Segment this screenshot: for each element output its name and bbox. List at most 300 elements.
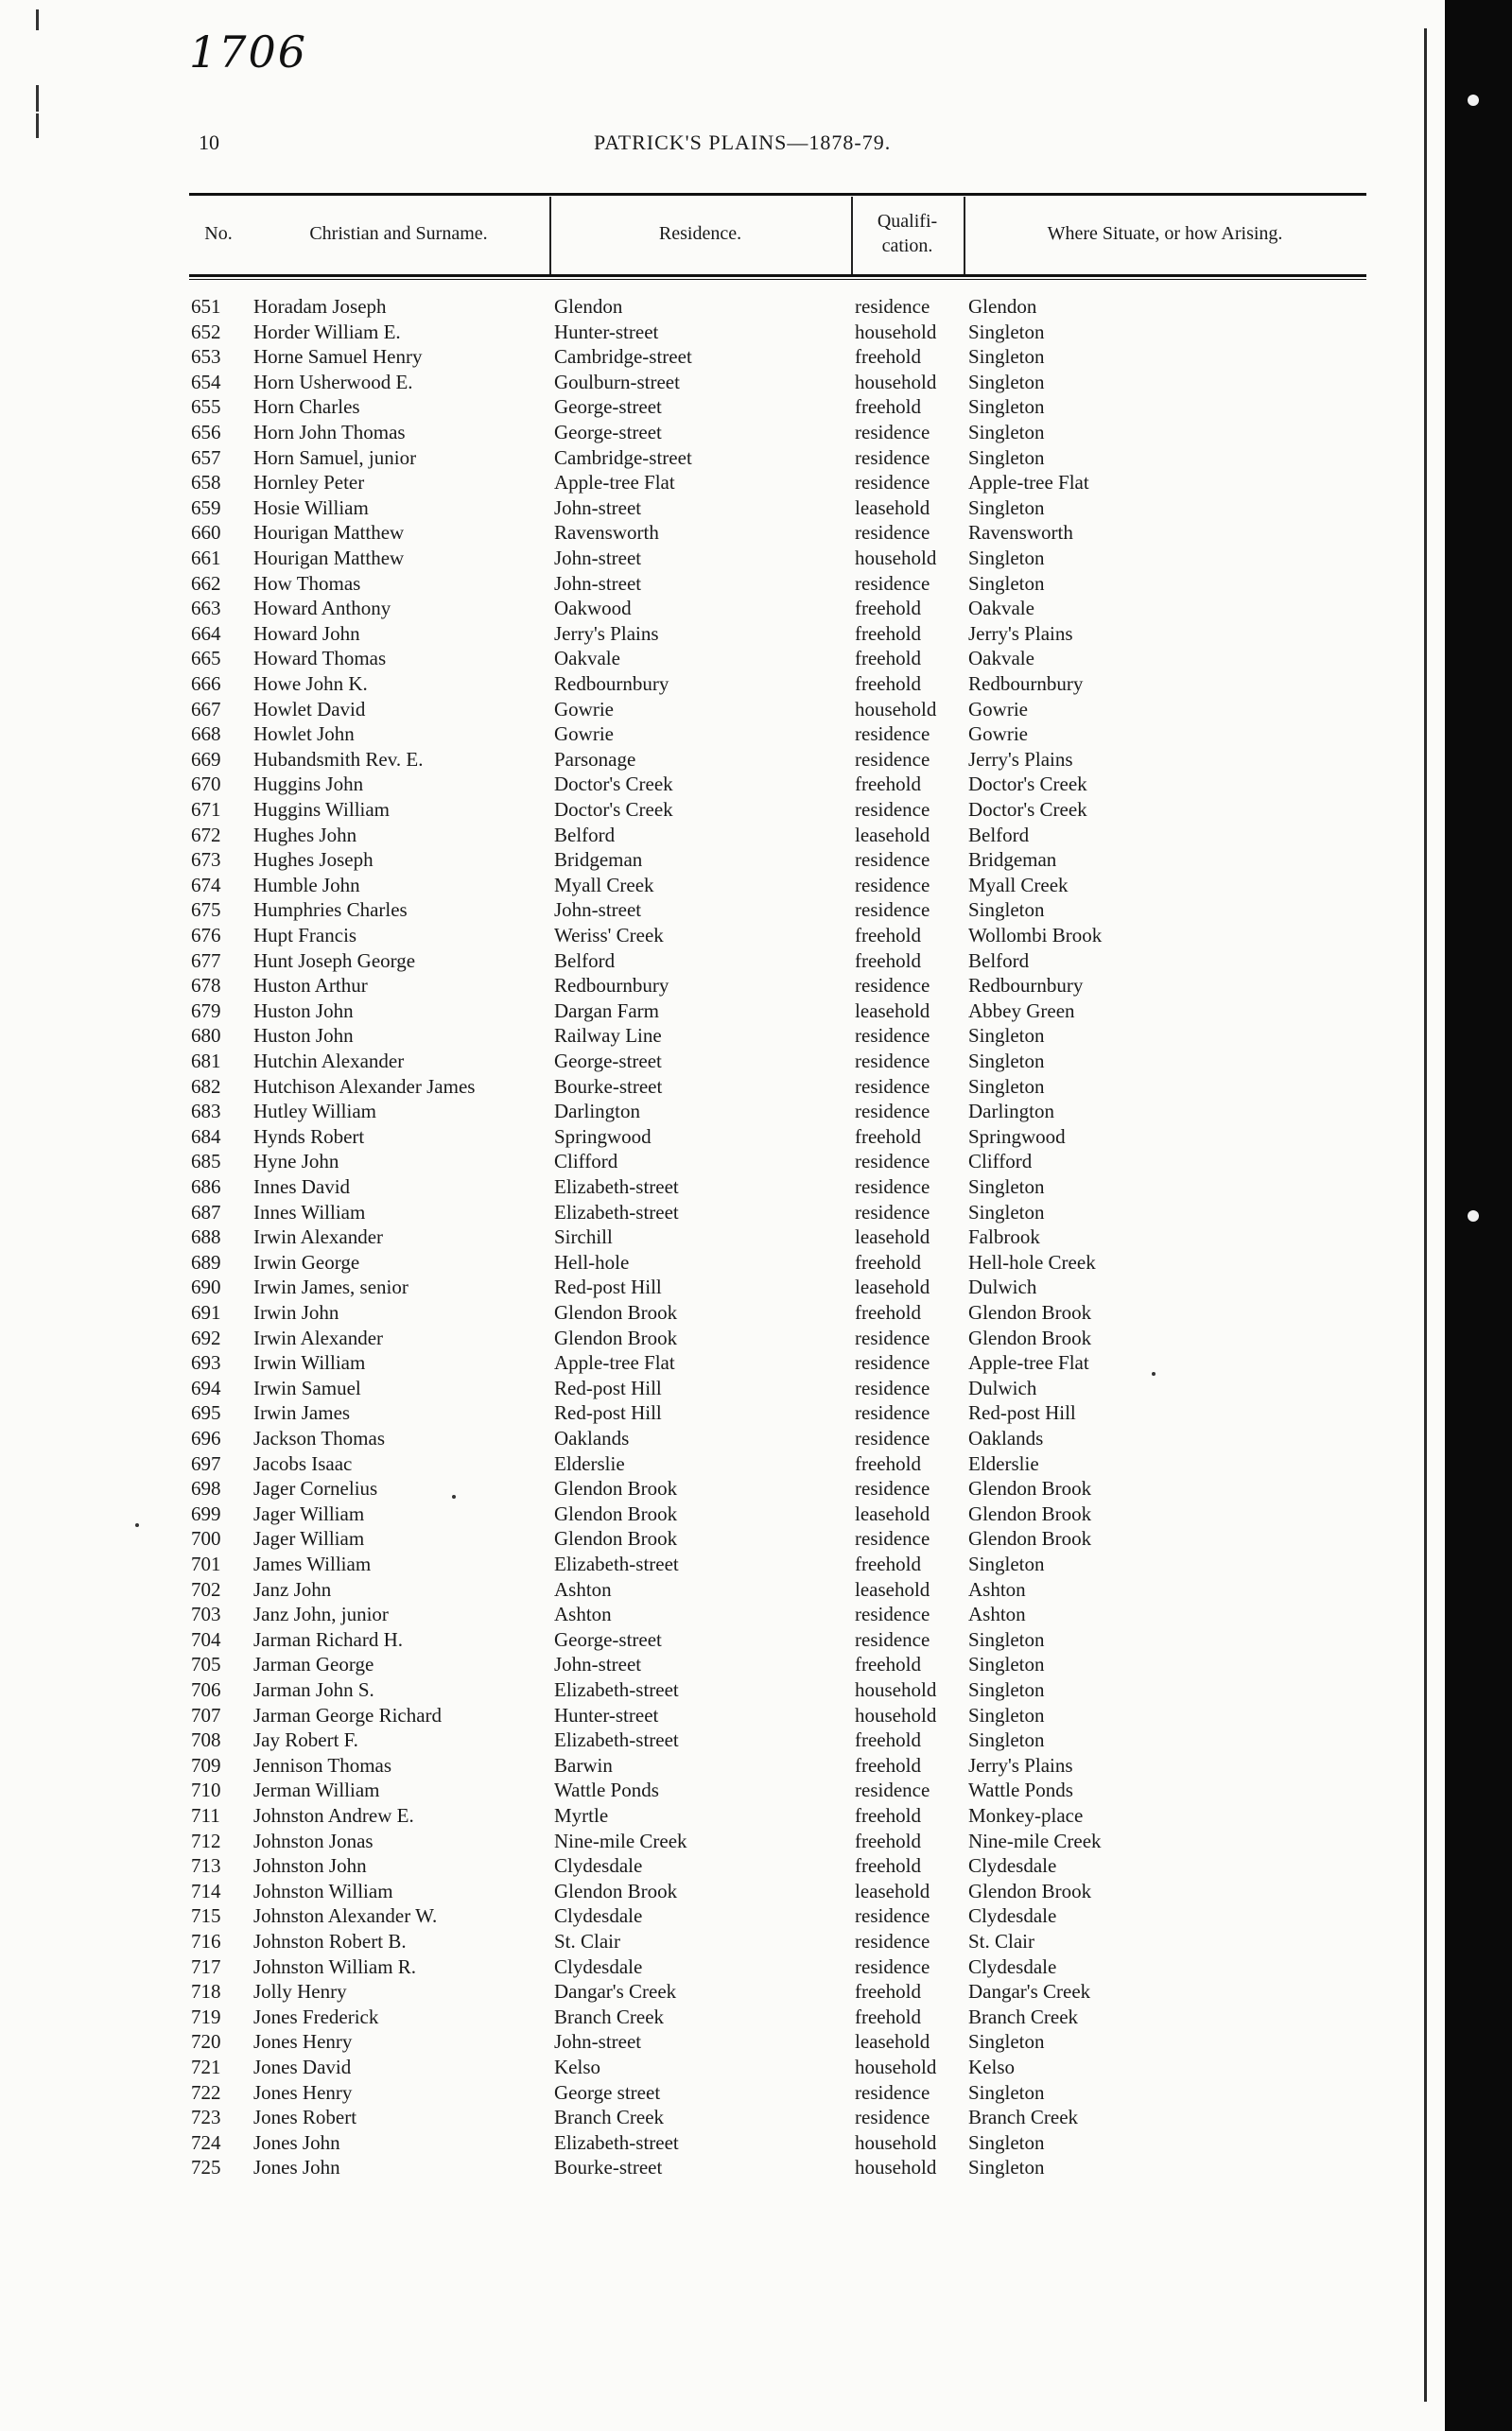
margin-mark <box>36 113 39 138</box>
where-situate: Glendon Brook <box>968 1326 1092 1349</box>
residence: John-street <box>554 571 642 595</box>
voter-name: Irwin Alexander <box>253 1225 384 1249</box>
where-situate: Ravensworth <box>968 521 1073 545</box>
voter-name: Innes William <box>253 1200 366 1224</box>
residence: Kelso <box>554 2056 600 2078</box>
voter-name: Jager Cornelius <box>253 1477 378 1501</box>
residence: John-street <box>554 547 642 569</box>
residence: Branch Creek <box>554 2005 665 2028</box>
qualification: household <box>855 1703 937 1727</box>
voter-name: Humble John <box>253 873 360 896</box>
where-situate: Singleton <box>968 445 1045 469</box>
where-situate: Kelso <box>968 2056 1015 2078</box>
where-situate: Singleton <box>968 1678 1045 1701</box>
table-row <box>0 2105 1418 2130</box>
table-row <box>0 596 1418 621</box>
voter-name: Hutley William <box>253 1100 376 1123</box>
voter-name: How Thomas <box>253 571 361 595</box>
table-row <box>0 445 1418 471</box>
where-situate: Singleton <box>968 1703 1045 1727</box>
entry-number: 664 <box>191 621 221 645</box>
residence: Oakwood <box>554 597 632 620</box>
entry-number: 684 <box>191 1124 221 1148</box>
entry-number: 669 <box>191 747 221 771</box>
residence: Elizabeth-street <box>554 2130 679 2154</box>
qualification: freehold <box>855 1854 921 1878</box>
entry-number: 680 <box>191 1024 221 1048</box>
table-row <box>0 2080 1418 2106</box>
table-row <box>0 646 1418 671</box>
table-row <box>0 2005 1418 2030</box>
voter-name: Irwin John <box>253 1301 339 1324</box>
table-row <box>0 1879 1418 1904</box>
qualification: freehold <box>855 1829 921 1852</box>
where-situate: Ashton <box>968 1577 1026 1601</box>
voter-name: Irwin Samuel <box>253 1376 361 1399</box>
entry-number: 691 <box>191 1301 221 1324</box>
table-row <box>0 1652 1418 1677</box>
table-row <box>0 2130 1418 2156</box>
table-row <box>0 370 1418 395</box>
stray-mark <box>452 1495 456 1499</box>
residence: Sirchill <box>554 1225 613 1249</box>
entry-number: 682 <box>191 1074 221 1098</box>
voter-name: Janz John <box>253 1577 332 1601</box>
table-row <box>0 671 1418 697</box>
residence: Glendon Brook <box>554 1502 678 1525</box>
table-row <box>0 1376 1418 1401</box>
qualification: leasehold <box>855 1879 930 1902</box>
qualification: household <box>855 2156 937 2179</box>
residence: Belford <box>554 823 616 846</box>
table-row <box>0 1124 1418 1150</box>
voter-name: Jager William <box>253 1502 365 1525</box>
entry-number: 667 <box>191 697 221 721</box>
table-row <box>0 1451 1418 1477</box>
qualification: freehold <box>855 1250 921 1274</box>
qualification: household <box>855 320 937 343</box>
where-situate: Gowrie <box>968 722 1028 746</box>
entry-number: 672 <box>191 823 221 846</box>
qualification: residence <box>855 1050 930 1072</box>
voter-name: Jones Henry <box>253 2030 353 2054</box>
margin-mark <box>36 85 39 112</box>
entry-number: 712 <box>191 1829 221 1852</box>
where-situate: Singleton <box>968 1627 1045 1651</box>
residence: Gowrie <box>554 722 614 746</box>
qualification: residence <box>855 898 930 922</box>
voter-name: Hutchin Alexander <box>253 1050 405 1072</box>
qualification: residence <box>855 1024 930 1048</box>
header-bottom-rule <box>189 274 1366 277</box>
entry-number: 675 <box>191 898 221 922</box>
table-row <box>0 1803 1418 1829</box>
entry-number: 724 <box>191 2130 221 2154</box>
entry-number: 709 <box>191 1753 221 1777</box>
qualification: freehold <box>855 395 921 419</box>
voter-name: Horn Charles <box>253 395 360 419</box>
where-situate: Darlington <box>968 1100 1054 1123</box>
qualification: residence <box>855 974 930 998</box>
residence: Redbournbury <box>554 974 669 998</box>
voter-name: Irwin James, senior <box>253 1276 408 1299</box>
voter-name: Howard Anthony <box>253 597 391 620</box>
residence: Glendon Brook <box>554 1477 678 1501</box>
residence: Parsonage <box>554 747 636 771</box>
voter-name: Jennison Thomas <box>253 1753 392 1777</box>
entry-number: 708 <box>191 1728 221 1752</box>
table-row <box>0 1703 1418 1728</box>
residence: Hunter-street <box>554 1703 659 1727</box>
residence: Elizabeth-street <box>554 1728 679 1752</box>
table-row <box>0 294 1418 320</box>
residence: St. Clair <box>554 1930 621 1953</box>
table-row <box>0 923 1418 948</box>
page-fold-line <box>1424 28 1427 2402</box>
voter-name: Johnston William R. <box>253 1954 417 1978</box>
where-situate: Elderslie <box>968 1451 1039 1475</box>
voter-name: Jerman William <box>253 1779 380 1802</box>
residence: Branch Creek <box>554 2106 665 2129</box>
where-situate: Singleton <box>968 2130 1045 2154</box>
table-row <box>0 1903 1418 1929</box>
qualification: leasehold <box>855 998 930 1022</box>
where-situate: Singleton <box>968 1553 1045 1575</box>
entry-number: 717 <box>191 1954 221 1978</box>
table-row <box>0 1174 1418 1200</box>
voter-name: Johnston Robert B. <box>253 1930 407 1953</box>
voter-name: Hourigan Matthew <box>253 521 405 545</box>
where-situate: Falbrook <box>968 1225 1040 1249</box>
residence: Bourke-street <box>554 2156 663 2179</box>
entry-number: 721 <box>191 2056 221 2078</box>
qualification: freehold <box>855 345 921 369</box>
qualification: residence <box>855 2080 930 2104</box>
where-situate: Clydesdale <box>968 1854 1057 1878</box>
residence: Doctor's Creek <box>554 773 673 796</box>
residence: Elizabeth-street <box>554 1200 679 1224</box>
voter-name: Howe John K. <box>253 672 368 695</box>
table-row <box>0 1074 1418 1100</box>
voter-name: Jones John <box>253 2156 340 2179</box>
entry-number: 670 <box>191 773 221 796</box>
residence: Redbournbury <box>554 672 669 695</box>
table-row <box>0 344 1418 370</box>
table-row <box>0 1602 1418 1627</box>
residence: Cambridge-street <box>554 445 692 469</box>
where-situate: Dangar's Creek <box>968 1980 1091 2004</box>
voter-name: Hynds Robert <box>253 1124 365 1148</box>
qualification: household <box>855 547 937 569</box>
residence: Ravensworth <box>554 521 659 545</box>
where-situate: Wattle Ponds <box>968 1779 1073 1802</box>
where-situate: Ashton <box>968 1603 1026 1626</box>
entry-number: 694 <box>191 1376 221 1399</box>
entry-number: 687 <box>191 1200 221 1224</box>
qualification: freehold <box>855 1124 921 1148</box>
voter-name: Horn Samuel, junior <box>253 445 417 469</box>
residence: Glendon Brook <box>554 1326 678 1349</box>
qualification: residence <box>855 747 930 771</box>
voter-name: Jarman George <box>253 1653 374 1676</box>
table-row <box>0 1753 1418 1779</box>
residence: Nine-mile Creek <box>554 1829 687 1852</box>
where-situate: Singleton <box>968 345 1045 369</box>
qualification: freehold <box>855 647 921 670</box>
table-row <box>0 1677 1418 1703</box>
voter-name: Horadam Joseph <box>253 295 387 318</box>
qualification: household <box>855 2130 937 2154</box>
qualification: leasehold <box>855 823 930 846</box>
entry-number: 701 <box>191 1553 221 1575</box>
table-row <box>0 571 1418 597</box>
where-situate: Clifford <box>968 1150 1033 1173</box>
voter-name: Horne Samuel Henry <box>253 345 423 369</box>
where-situate: Hell-hole Creek <box>968 1250 1096 1274</box>
residence: John-street <box>554 1653 642 1676</box>
entry-number: 677 <box>191 948 221 972</box>
entry-number: 722 <box>191 2080 221 2104</box>
residence: Elizabeth-street <box>554 1175 679 1198</box>
residence: Ashton <box>554 1603 612 1626</box>
voter-name: Howlet John <box>253 722 355 746</box>
residence: Elizabeth-street <box>554 1678 679 1701</box>
table-row <box>0 1552 1418 1577</box>
table-row <box>0 1023 1418 1049</box>
where-situate: Monkey-place <box>968 1804 1084 1827</box>
entry-number: 685 <box>191 1150 221 1173</box>
table-row <box>0 847 1418 873</box>
table-row <box>0 1577 1418 1603</box>
table-row <box>0 1275 1418 1300</box>
where-situate: Singleton <box>968 898 1045 922</box>
voter-name: Howlet David <box>253 697 366 721</box>
residence: Hell-hole <box>554 1250 630 1274</box>
table-row <box>0 2155 1418 2180</box>
qualification: residence <box>855 1779 930 1802</box>
qualification: freehold <box>855 1804 921 1827</box>
voter-name: Johnston Andrew E. <box>253 1804 414 1827</box>
table-header <box>189 195 1366 272</box>
entry-number: 651 <box>191 295 221 318</box>
residence: Glendon Brook <box>554 1527 678 1551</box>
voter-name: Hornley Peter <box>253 471 365 495</box>
where-situate: Singleton <box>968 1175 1045 1198</box>
where-situate: Singleton <box>968 1024 1045 1048</box>
entry-number: 704 <box>191 1627 221 1651</box>
table-row <box>0 1853 1418 1879</box>
binding-hole <box>1468 95 1479 106</box>
voter-name: Hupt Francis <box>253 924 357 946</box>
qualification: residence <box>855 471 930 495</box>
voter-name: Hubandsmith Rev. E. <box>253 747 424 771</box>
qualification: residence <box>855 873 930 896</box>
qualification: residence <box>855 1326 930 1349</box>
voter-name: Irwin William <box>253 1351 366 1375</box>
qualification: residence <box>855 722 930 746</box>
qualification: freehold <box>855 1980 921 2004</box>
entry-number: 674 <box>191 873 221 896</box>
voter-name: Jones David <box>253 2056 352 2078</box>
table-row <box>0 1300 1418 1326</box>
where-situate: Jerry's Plains <box>968 621 1073 645</box>
qualification: freehold <box>855 2005 921 2028</box>
entry-number: 723 <box>191 2106 221 2129</box>
voter-name: Hughes Joseph <box>253 848 374 872</box>
residence: Wattle Ponds <box>554 1779 659 1802</box>
where-situate: Glendon Brook <box>968 1527 1092 1551</box>
entry-number: 710 <box>191 1779 221 1802</box>
where-situate: Belford <box>968 823 1030 846</box>
voter-name: Jarman Richard H. <box>253 1627 404 1651</box>
entry-number: 657 <box>191 445 221 469</box>
entry-number: 711 <box>191 1804 220 1827</box>
qualification: residence <box>855 421 930 443</box>
where-situate: Oakvale <box>968 597 1034 620</box>
voter-name: Hyne John <box>253 1150 339 1173</box>
entry-number: 679 <box>191 998 221 1022</box>
residence: Clifford <box>554 1150 618 1173</box>
voter-name: Jones Robert <box>253 2106 357 2129</box>
qualification: residence <box>855 295 930 318</box>
table-row <box>0 973 1418 998</box>
voter-name: Hosie William <box>253 495 369 519</box>
residence: Doctor's Creek <box>554 798 673 821</box>
entry-number: 689 <box>191 1250 221 1274</box>
table-row <box>0 873 1418 898</box>
voter-name: Horder William E. <box>253 320 401 343</box>
voter-name: Horn John Thomas <box>253 421 406 443</box>
table-row <box>0 823 1418 848</box>
residence: George street <box>554 2080 661 2104</box>
where-situate: Apple-tree Flat <box>968 471 1089 495</box>
voter-name: Jarman John S. <box>253 1678 374 1701</box>
entry-number: 659 <box>191 495 221 519</box>
where-situate: Singleton <box>968 1050 1045 1072</box>
where-situate: Jerry's Plains <box>968 747 1073 771</box>
table-row <box>0 1954 1418 1980</box>
table-row <box>0 420 1418 445</box>
where-situate: Glendon <box>968 295 1037 318</box>
where-situate: Glendon Brook <box>968 1502 1092 1525</box>
where-situate: Dulwich <box>968 1376 1037 1399</box>
where-situate: Nine-mile Creek <box>968 1829 1102 1852</box>
residence: Barwin <box>554 1753 613 1777</box>
where-situate: Red-post Hill <box>968 1401 1076 1425</box>
residence: George-street <box>554 1627 662 1651</box>
residence: Railway Line <box>554 1024 662 1048</box>
entry-number: 720 <box>191 2030 221 2054</box>
table-row <box>0 1400 1418 1426</box>
residence: Oaklands <box>554 1427 630 1450</box>
residence: George-street <box>554 1050 662 1072</box>
qualification: residence <box>855 1627 930 1651</box>
where-situate: Singleton <box>968 547 1045 569</box>
residence: George-street <box>554 395 662 419</box>
entry-number: 716 <box>191 1930 221 1953</box>
entry-number: 655 <box>191 395 221 419</box>
entry-number: 699 <box>191 1502 221 1525</box>
voter-name: Jager William <box>253 1527 365 1551</box>
where-situate: Singleton <box>968 495 1045 519</box>
entry-number: 688 <box>191 1225 221 1249</box>
qualification: household <box>855 370 937 393</box>
table-row <box>0 520 1418 546</box>
stray-mark <box>135 1523 139 1527</box>
residence: Darlington <box>554 1100 640 1123</box>
qualification: household <box>855 2056 937 2078</box>
entry-number: 700 <box>191 1527 221 1551</box>
where-situate: Clydesdale <box>968 1954 1057 1978</box>
entry-number: 715 <box>191 1904 221 1928</box>
qualification: residence <box>855 1427 930 1450</box>
qualification: residence <box>855 798 930 821</box>
qualification: residence <box>855 571 930 595</box>
residence: Red-post Hill <box>554 1401 662 1425</box>
entry-number: 705 <box>191 1653 221 1676</box>
voter-name: Hutchison Alexander James <box>253 1074 476 1098</box>
qualification: household <box>855 1678 937 1701</box>
entry-number: 666 <box>191 672 221 695</box>
voter-name: Jones John <box>253 2130 340 2154</box>
qualification: freehold <box>855 773 921 796</box>
where-situate: Springwood <box>968 1124 1066 1148</box>
where-situate: Singleton <box>968 1728 1045 1752</box>
table-row <box>0 1350 1418 1376</box>
residence: Weriss' Creek <box>554 924 664 946</box>
voter-name: Horn Usherwood E. <box>253 370 413 393</box>
voter-name: Johnston John <box>253 1854 367 1878</box>
qualification: leasehold <box>855 2030 930 2054</box>
entry-number: 696 <box>191 1427 221 1450</box>
table-row <box>0 1476 1418 1502</box>
qualification: freehold <box>855 1653 921 1676</box>
where-situate: Singleton <box>968 2156 1045 2179</box>
table-row <box>0 697 1418 722</box>
qualification: residence <box>855 848 930 872</box>
entry-number: 695 <box>191 1401 221 1425</box>
voter-name: Huggins John <box>253 773 364 796</box>
residence: Gowrie <box>554 697 614 721</box>
voter-name: Humphries Charles <box>253 898 408 922</box>
voter-name: Jarman George Richard <box>253 1703 443 1727</box>
residence: Dargan Farm <box>554 998 659 1022</box>
voter-name: Huggins William <box>253 798 391 821</box>
table-row <box>0 495 1418 521</box>
qualification: freehold <box>855 621 921 645</box>
qualification: leasehold <box>855 1577 930 1601</box>
residence: Apple-tree Flat <box>554 1351 675 1375</box>
where-situate: Myall Creek <box>968 873 1069 896</box>
where-situate: Singleton <box>968 571 1045 595</box>
voter-name: James William <box>253 1553 372 1575</box>
table-row <box>0 1979 1418 2005</box>
entry-number: 678 <box>191 974 221 998</box>
entry-number: 693 <box>191 1351 221 1375</box>
voter-name: Hourigan Matthew <box>253 547 405 569</box>
qualification: residence <box>855 1401 930 1425</box>
qualification: residence <box>855 1200 930 1224</box>
where-situate: Bridgeman <box>968 848 1057 872</box>
residence: John-street <box>554 898 642 922</box>
table-row <box>0 1224 1418 1250</box>
entry-number: 656 <box>191 421 221 443</box>
table-row <box>0 470 1418 495</box>
residence: Bourke-street <box>554 1074 663 1098</box>
residence: Clydesdale <box>554 1954 643 1978</box>
column-header-qualification: Qualifi- cation. <box>877 211 938 256</box>
stray-mark <box>1152 1372 1156 1376</box>
